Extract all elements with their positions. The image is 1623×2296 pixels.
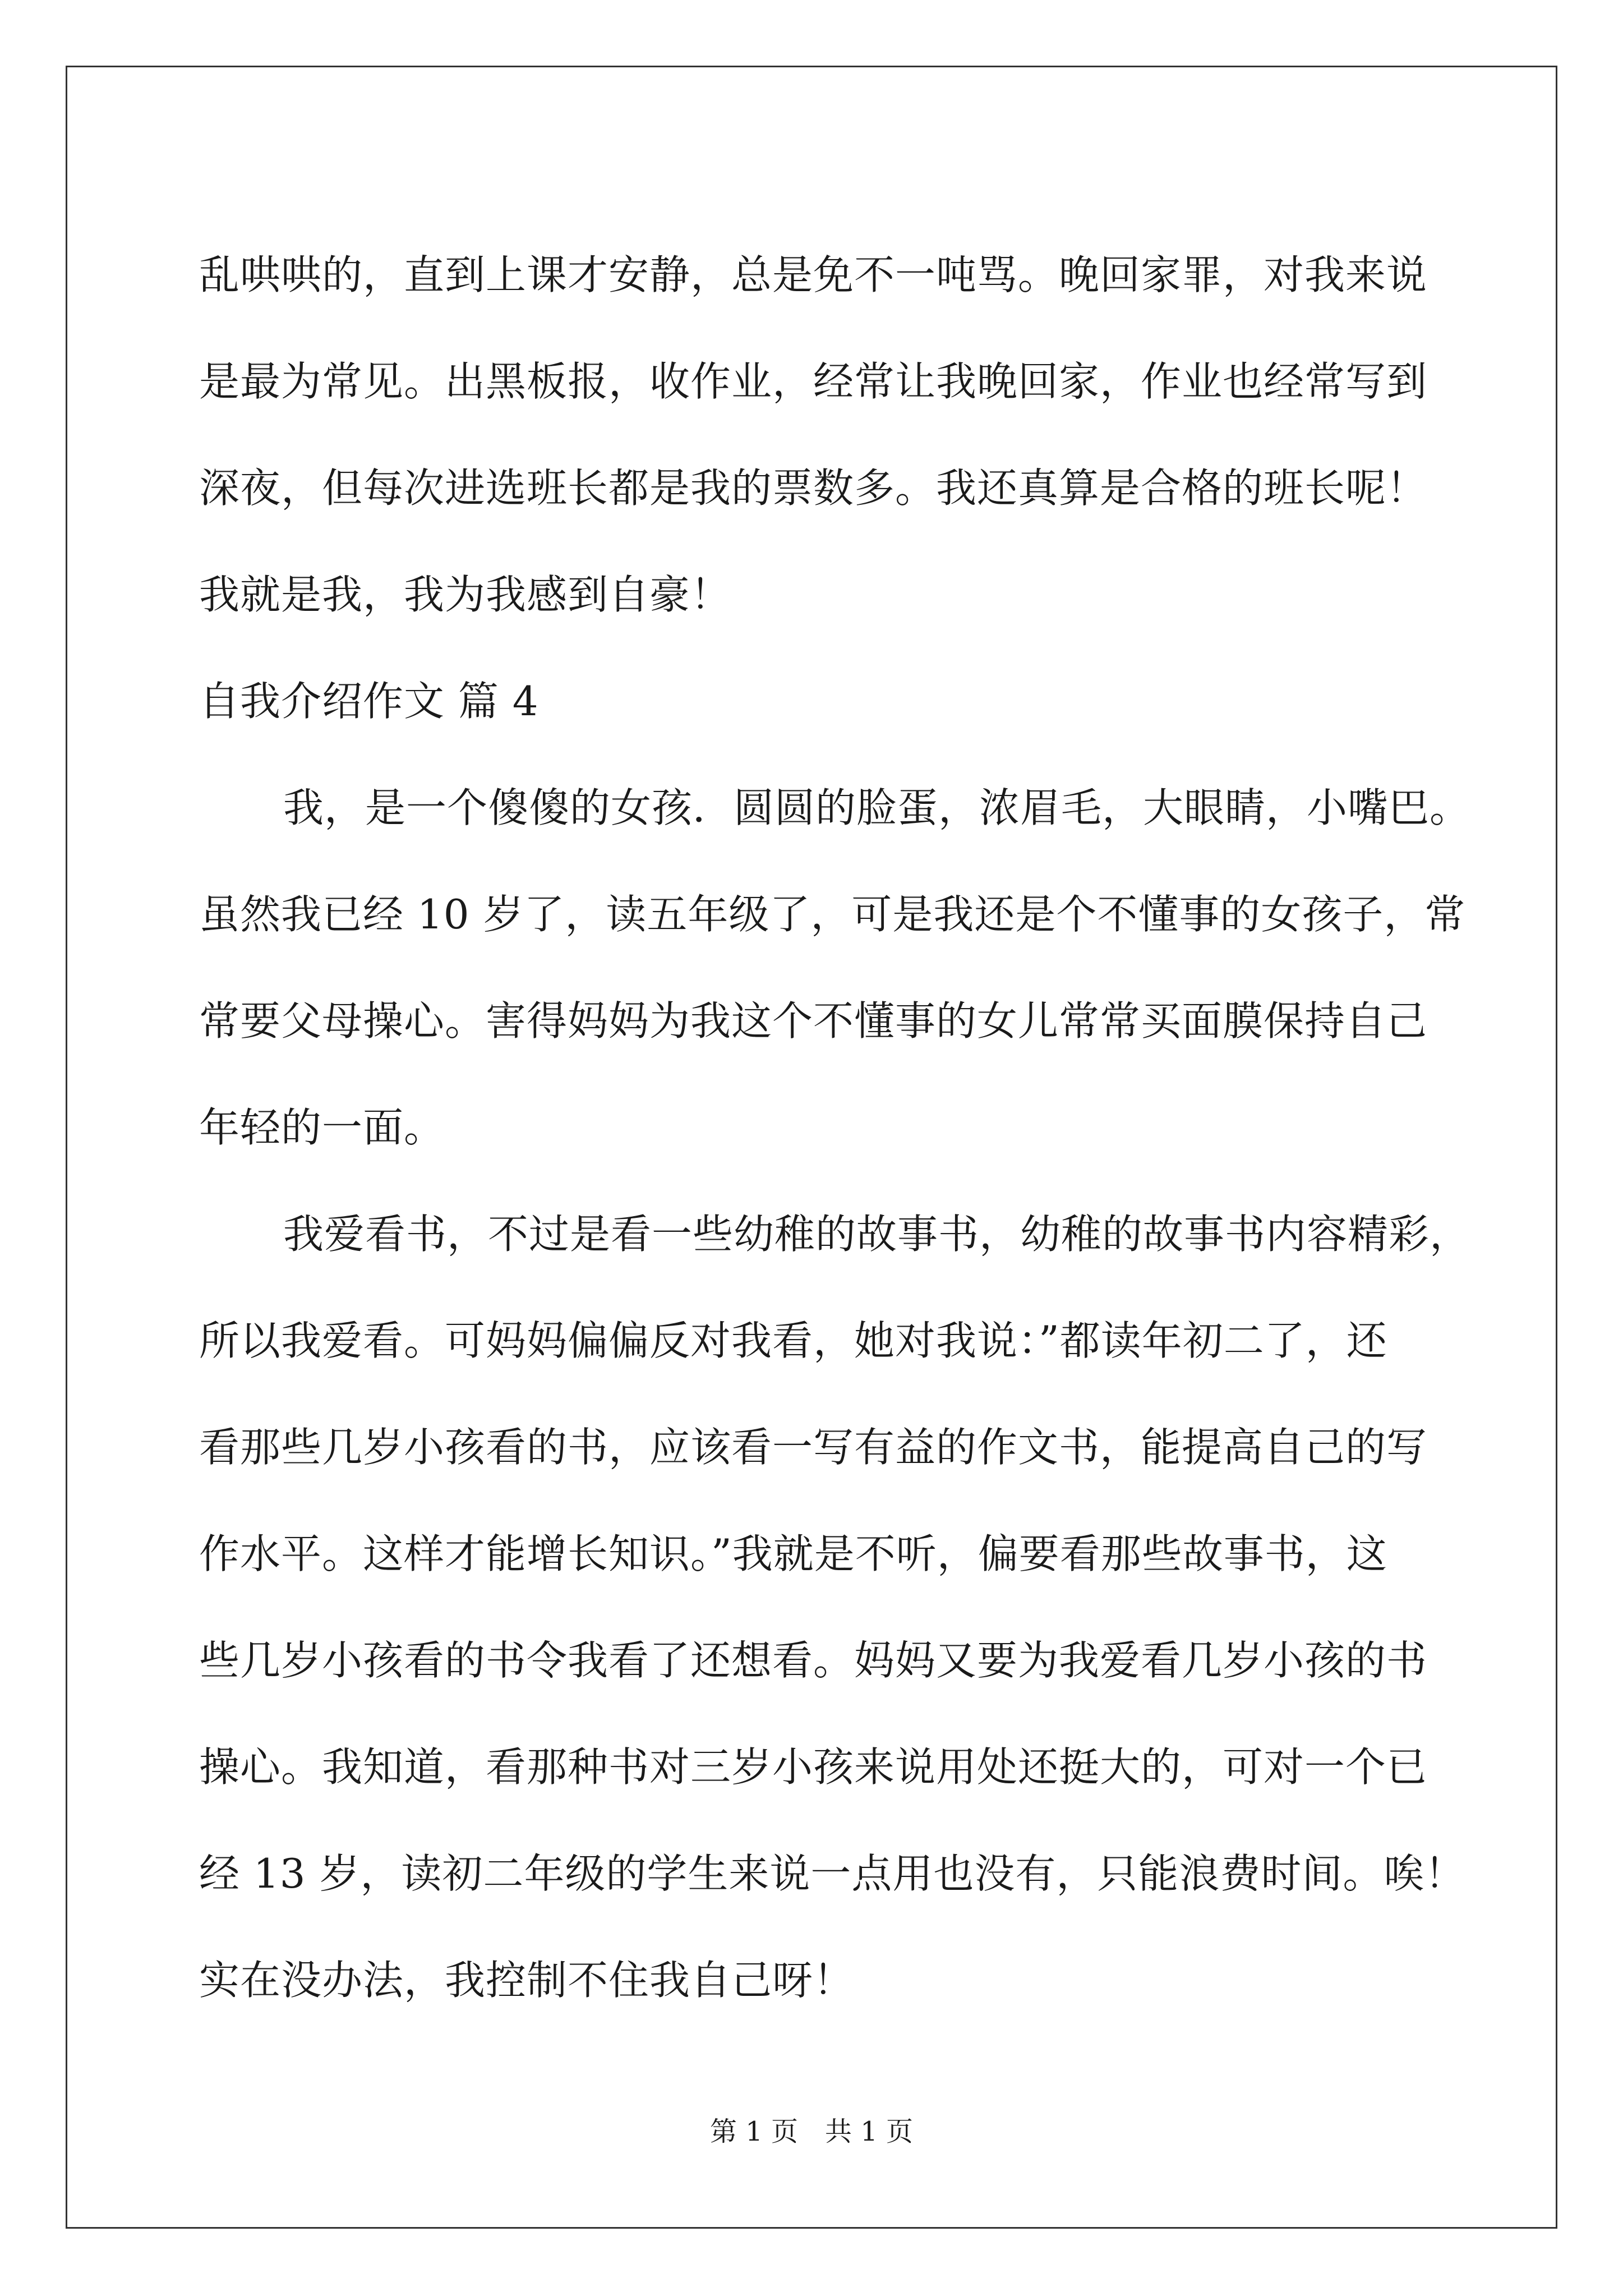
paragraph-line: 是最为常见。出黑板报，收作业，经常让我晚回家，作业也经常写到 [199,358,1428,405]
paragraph-line: 乱哄哄的，直到上课才安静，总是免不一吨骂。晚回家罪，对我来说 [199,251,1428,298]
paragraph-line: 我爱看书，不过是看一些幼稚的故事书，幼稚的故事书内容精彩， [283,1211,1471,1258]
paragraph-line: 操心。我知道，看那种书对三岁小孩来说用处还挺大的，可对一个已 [199,1743,1428,1791]
paragraph-line: 经 13 岁，读初二年级的学生来说一点用也没有，只能浪费时间。唉！ [199,1850,1466,1897]
paragraph-line: 年轻的一面。 [199,1104,445,1151]
section-heading: 自我介绍作文 篇 4 [199,678,539,725]
page-footer: 第 1 页 共 1 页 [709,2116,914,2147]
paragraph-line: 看那些几岁小孩看的书，应该看一写有益的作文书，能提高自己的写 [199,1424,1428,1471]
paragraph-line: 些几岁小孩看的书令我看了还想看。妈妈又要为我爱看几岁小孩的书 [199,1637,1428,1684]
paragraph-line: 我，是一个傻傻的女孩．圆圆的脸蛋，浓眉毛，大眼睛，小嘴巴。 [283,784,1471,831]
paragraph-line: 常要父母操心。害得妈妈为我这个不懂事的女儿常常买面膜保持自己 [199,997,1428,1045]
paragraph-line: 实在没办法，我控制不住我自己呀！ [199,1957,855,2004]
paragraph-line: 虽然我已经 10 岁了，读五年级了，可是我还是个不懂事的女孩子，常 [199,891,1466,938]
document-body [199,222,1471,2033]
paragraph-line: 深夜，但每次进选班长都是我的票数多。我还真算是合格的班长呢！ [199,464,1428,512]
paragraph-line: 所以我爱看。可妈妈偏偏反对我看，她对我说：”都读年初二了，还 [199,1317,1387,1364]
paragraph-line: 我就是我，我为我感到自豪！ [199,571,732,618]
paragraph-line: 作水平。这样才能增长知识。”我就是不听，偏要看那些故事书，这 [199,1530,1387,1577]
